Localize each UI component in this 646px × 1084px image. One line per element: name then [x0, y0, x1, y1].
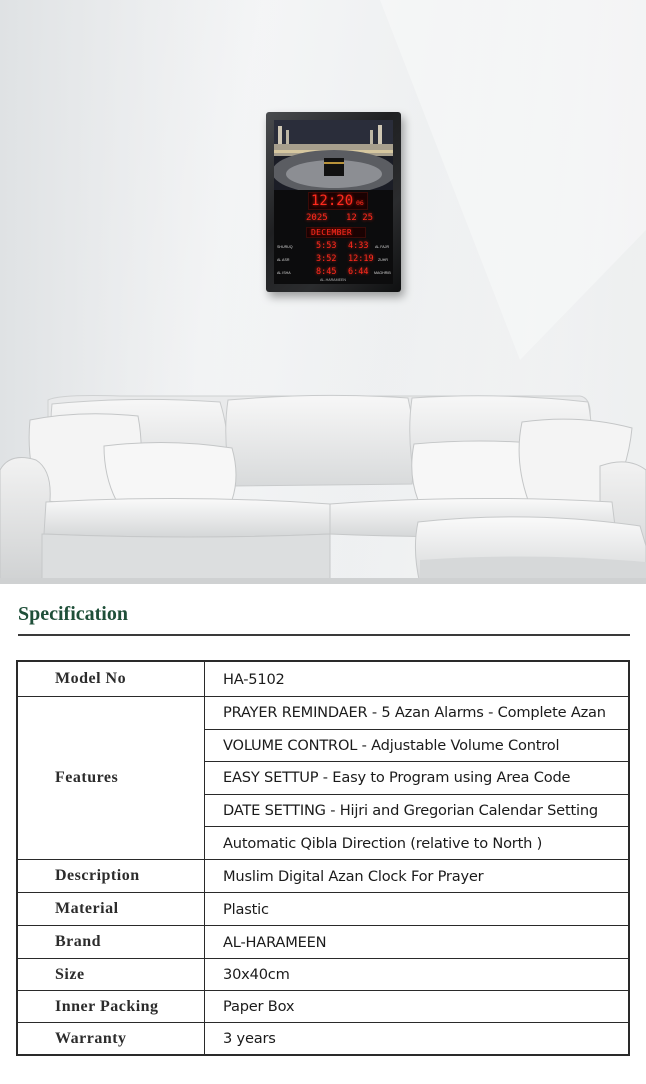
clock-seconds: 06	[356, 199, 364, 207]
spec-label: Model No	[18, 662, 205, 696]
clock-time: 12:20	[311, 193, 354, 209]
prayer-time: 3:52	[316, 254, 337, 264]
azan-clock-frame	[266, 112, 401, 292]
prayer-time: 12:19	[348, 254, 374, 264]
spec-row-material	[18, 892, 628, 925]
prayer-label: SHURUQ	[277, 245, 293, 249]
spec-value: Paper Box	[223, 998, 295, 1015]
prayer-label: AL FAJR	[375, 245, 390, 249]
prayer-label: MAGHRIB	[374, 271, 391, 275]
feature-item: Automatic Qibla Direction (relative to North )	[205, 826, 628, 859]
spec-value: HA-5102	[223, 670, 285, 688]
spec-value: 3 years	[223, 1030, 276, 1047]
spec-row-description	[18, 859, 628, 892]
spec-value: Plastic	[223, 900, 269, 918]
spec-row-size	[18, 958, 628, 990]
spec-row-model	[18, 662, 628, 696]
spec-label: Warranty	[18, 1023, 205, 1054]
spec-value: 30x40cm	[223, 966, 290, 983]
spec-label: Description	[18, 860, 205, 892]
clock-brand-mark: AL-HARAMEEN	[320, 278, 346, 282]
prayer-label: AL ISHA	[277, 271, 291, 275]
prayer-time: 8:45	[316, 267, 337, 277]
clock-month: DECEMBER	[311, 228, 352, 237]
spec-value: AL-HARAMEEN	[223, 933, 327, 951]
feature-item: DATE SETTING - Hijri and Gregorian Calendar Setting	[205, 794, 628, 827]
mecca-image	[274, 120, 393, 190]
spec-label: Features	[18, 697, 205, 859]
feature-item: VOLUME CONTROL - Adjustable Volume Control	[205, 729, 628, 762]
clock-date: 12 25	[346, 213, 374, 223]
spec-table	[16, 660, 630, 1056]
azan-clock-display	[274, 120, 393, 284]
spec-label: Inner Packing	[18, 991, 205, 1022]
spec-row-brand	[18, 925, 628, 958]
spec-value: Muslim Digital Azan Clock For Prayer	[223, 867, 484, 885]
prayer-time: 4:33	[348, 241, 369, 251]
prayer-label: ZUHR	[378, 258, 388, 262]
spec-title: Specification	[18, 603, 128, 625]
spec-label: Material	[18, 893, 205, 925]
spec-row-warranty	[18, 1022, 628, 1054]
spec-divider	[18, 634, 630, 636]
feature-item: EASY SETTUP - Easy to Program using Area Code	[205, 761, 628, 794]
prayer-time: 6:44	[348, 267, 369, 277]
features-list	[205, 697, 628, 859]
spec-row-packing	[18, 990, 628, 1022]
spec-label: Brand	[18, 926, 205, 958]
prayer-time: 5:53	[316, 241, 337, 251]
feature-item: PRAYER REMINDAER - 5 Azan Alarms - Complete Azan	[223, 704, 606, 722]
spec-label: Size	[18, 959, 205, 990]
clock-year: 2025	[306, 213, 328, 223]
prayer-label: AL ASR	[277, 258, 290, 262]
spec-row-features	[18, 696, 628, 859]
